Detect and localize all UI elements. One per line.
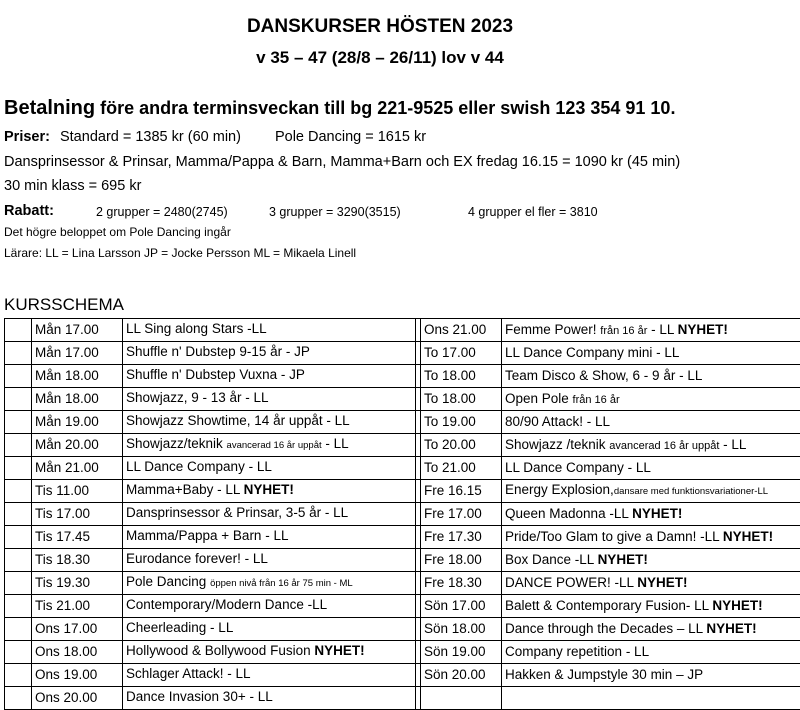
class-name: Dance through the Decades – LL xyxy=(505,621,706,636)
schedule-heading: KURSSCHEMA xyxy=(4,295,124,315)
class-name-cell xyxy=(123,480,416,503)
price-pole: Pole Dancing = 1615 kr xyxy=(275,129,426,145)
class-name: Mamma+Baby - LL xyxy=(126,482,244,497)
class-name-cell xyxy=(123,595,416,618)
schedule-row xyxy=(5,503,800,526)
class-name: Cheerleading - LL xyxy=(126,620,233,635)
class-time-cell xyxy=(32,480,123,503)
class-time: Sön 18.00 xyxy=(424,621,486,636)
class-time: Mån 17.00 xyxy=(35,322,99,337)
row-marker-cell xyxy=(5,480,32,503)
new-badge: NYHET! xyxy=(712,598,762,613)
class-time-cell xyxy=(421,572,502,595)
class-time-cell xyxy=(32,388,123,411)
page-title: DANSKURSER HÖSTEN 2023 xyxy=(0,16,760,38)
class-name-cell xyxy=(502,319,800,342)
class-name: Queen Madonna -LL xyxy=(505,506,632,521)
row-marker-cell xyxy=(5,595,32,618)
row-marker-cell xyxy=(5,618,32,641)
term-dates: v 35 – 47 (28/8 – 26/11) lov v 44 xyxy=(0,48,760,68)
class-name-cell xyxy=(502,503,800,526)
class-name: Open Pole xyxy=(505,391,573,406)
row-marker-cell xyxy=(5,549,32,572)
class-name: Pride/Too Glam to give a Damn! -LL xyxy=(505,529,723,544)
class-time: Ons 20.00 xyxy=(35,690,97,705)
class-time: Ons 19.00 xyxy=(35,667,97,682)
class-name-cell xyxy=(123,388,416,411)
class-time-cell xyxy=(32,411,123,434)
class-name: Mamma/Pappa + Barn - LL xyxy=(126,528,288,543)
class-time: To 21.00 xyxy=(424,460,476,475)
class-time-cell xyxy=(32,595,123,618)
class-time: Fre 16.15 xyxy=(424,483,482,498)
class-note: från 16 år xyxy=(573,394,620,406)
class-time: Sön 19.00 xyxy=(424,644,486,659)
class-name-cell xyxy=(502,411,800,434)
class-time: Tis 17.45 xyxy=(35,529,90,544)
class-name-cell xyxy=(502,687,800,710)
class-name-cell xyxy=(502,664,800,687)
row-marker-cell xyxy=(5,434,32,457)
class-name: Team Disco & Show, 6 - 9 år - LL xyxy=(505,368,702,383)
class-time: Fre 17.30 xyxy=(424,529,482,544)
class-teacher: - LL xyxy=(322,436,349,451)
class-time-cell xyxy=(421,641,502,664)
class-time-cell xyxy=(421,618,502,641)
class-time-cell xyxy=(421,480,502,503)
class-name-cell xyxy=(502,641,800,664)
class-name: Box Dance -LL xyxy=(505,552,598,567)
schedule-row xyxy=(5,595,800,618)
class-name: Hakken & Jumpstyle 30 min – JP xyxy=(505,667,703,682)
class-time: Mån 21.00 xyxy=(35,460,99,475)
prices-reduced: Dansprinsessor & Prinsar, Mamma/Pappa & Barn, Mamma+Barn och EX fredag 16.15 = 1090 kr (45 min) xyxy=(4,154,680,170)
class-name-cell xyxy=(502,365,800,388)
row-marker-cell xyxy=(5,572,32,595)
class-name-cell xyxy=(502,480,800,503)
class-name-cell xyxy=(123,319,416,342)
class-name-cell xyxy=(502,572,800,595)
class-time-cell xyxy=(32,572,123,595)
class-name-cell xyxy=(123,434,416,457)
class-note: dansare med funktionsvariationer-LL xyxy=(614,486,768,497)
class-time-cell xyxy=(32,687,123,710)
row-marker-cell xyxy=(5,526,32,549)
schedule-row xyxy=(5,388,800,411)
class-note: från 16 år xyxy=(600,325,647,337)
class-name-cell xyxy=(123,687,416,710)
class-time-cell xyxy=(32,319,123,342)
class-name: Dance Invasion 30+ - LL xyxy=(126,689,273,704)
class-name-cell xyxy=(502,595,800,618)
class-name: Pole Dancing xyxy=(126,574,210,589)
class-time: Mån 17.00 xyxy=(35,345,99,360)
class-time: Mån 18.00 xyxy=(35,391,99,406)
payment-info xyxy=(4,97,675,120)
class-time-cell xyxy=(32,549,123,572)
class-name-cell xyxy=(123,641,416,664)
row-marker-cell xyxy=(5,319,32,342)
row-marker-cell xyxy=(5,641,32,664)
row-marker-cell xyxy=(5,457,32,480)
class-time-cell xyxy=(421,388,502,411)
schedule-row xyxy=(5,641,800,664)
class-note: avancerad 16 år uppåt xyxy=(609,440,719,452)
new-badge: NYHET! xyxy=(632,506,682,521)
class-time-cell xyxy=(421,365,502,388)
row-marker-cell xyxy=(5,365,32,388)
new-badge: NYHET! xyxy=(598,552,648,567)
class-time: To 18.00 xyxy=(424,391,476,406)
class-time: Tis 21.00 xyxy=(35,598,90,613)
class-time-cell xyxy=(32,457,123,480)
schedule-row xyxy=(5,618,800,641)
class-name-cell xyxy=(502,388,800,411)
discount-2-groups: 2 grupper = 2480(2745) xyxy=(96,205,228,219)
class-time: Fre 18.00 xyxy=(424,552,482,567)
class-name: Showjazz /teknik xyxy=(505,437,609,452)
class-time-cell xyxy=(421,319,502,342)
class-name: Contemporary/Modern Dance -LL xyxy=(126,597,327,612)
class-time: Tis 18.30 xyxy=(35,552,90,567)
class-name-cell xyxy=(123,526,416,549)
class-time-cell xyxy=(32,434,123,457)
class-name-cell xyxy=(123,457,416,480)
class-name: Schlager Attack! - LL xyxy=(126,666,251,681)
class-time: Tis 11.00 xyxy=(35,483,89,498)
discount-4-groups: 4 grupper el fler = 3810 xyxy=(468,205,598,219)
class-name-cell xyxy=(502,434,800,457)
class-time: Ons 18.00 xyxy=(35,644,97,659)
class-name: LL Dance Company - LL xyxy=(505,460,651,475)
class-name: Shuffle n' Dubstep Vuxna - JP xyxy=(126,367,305,382)
class-name-cell xyxy=(123,664,416,687)
class-time: To 18.00 xyxy=(424,368,476,383)
schedule-row xyxy=(5,342,800,365)
schedule-row xyxy=(5,434,800,457)
class-time: Ons 21.00 xyxy=(424,322,486,337)
prices-label: Priser: xyxy=(4,129,50,145)
class-name: LL Dance Company - LL xyxy=(126,459,272,474)
class-name: Femme Power! xyxy=(505,322,600,337)
class-time-cell xyxy=(32,618,123,641)
class-time-cell xyxy=(421,595,502,618)
class-time: Tis 17.00 xyxy=(35,506,90,521)
row-marker-cell xyxy=(5,503,32,526)
class-name: Hollywood & Bollywood Fusion xyxy=(126,643,314,658)
schedule-row xyxy=(5,411,800,434)
class-time-cell xyxy=(32,342,123,365)
class-name-cell xyxy=(123,342,416,365)
class-time-cell xyxy=(421,664,502,687)
price-30min: 30 min klass = 695 kr xyxy=(4,178,141,194)
class-time-cell xyxy=(421,457,502,480)
class-time: Fre 18.30 xyxy=(424,575,482,590)
class-name: Shuffle n' Dubstep 9-15 år - JP xyxy=(126,344,310,359)
class-name: Showjazz Showtime, 14 år uppåt - LL xyxy=(126,413,350,428)
class-name: Dansprinsessor & Prinsar, 3-5 år - LL xyxy=(126,505,348,520)
class-name-cell xyxy=(123,549,416,572)
class-time: Ons 17.00 xyxy=(35,621,97,636)
class-time: Mån 18.00 xyxy=(35,368,99,383)
payment-lead: Betalning xyxy=(4,97,95,119)
class-name-cell xyxy=(502,618,800,641)
row-marker-cell xyxy=(5,664,32,687)
teachers-list: Lärare: LL = Lina Larsson JP = Jocke Persson ML = Mikaela Linell xyxy=(4,246,356,260)
class-name: 80/90 Attack! - LL xyxy=(505,414,610,429)
row-marker-cell xyxy=(5,687,32,710)
class-name: Eurodance forever! - LL xyxy=(126,551,268,566)
discount-line xyxy=(4,203,54,219)
class-note: avancerad 16 år uppåt xyxy=(227,440,322,451)
discount-note: Det högre beloppet om Pole Dancing ingår xyxy=(4,225,231,239)
class-note: öppen nivå från 16 år 75 min - ML xyxy=(210,578,353,589)
class-name-cell xyxy=(502,457,800,480)
class-time: To 20.00 xyxy=(424,437,476,452)
class-time-cell xyxy=(421,526,502,549)
class-time: Mån 19.00 xyxy=(35,414,99,429)
class-time-cell xyxy=(421,342,502,365)
class-name: Energy Explosion, xyxy=(505,482,614,497)
class-name-cell xyxy=(502,342,800,365)
schedule-row xyxy=(5,365,800,388)
class-name: Company repetition - LL xyxy=(505,644,649,659)
class-teacher: - LL xyxy=(647,322,677,337)
schedule-row xyxy=(5,319,800,342)
discount-3-groups: 3 grupper = 3290(3515) xyxy=(269,205,401,219)
class-name: Showjazz, 9 - 13 år - LL xyxy=(126,390,269,405)
discount-label: Rabatt: xyxy=(4,203,54,219)
class-time-cell xyxy=(421,549,502,572)
schedule-row xyxy=(5,664,800,687)
schedule-row xyxy=(5,572,800,595)
class-time: Mån 20.00 xyxy=(35,437,99,452)
class-time-cell xyxy=(32,664,123,687)
new-badge: NYHET! xyxy=(723,529,773,544)
prices-line xyxy=(4,129,426,145)
class-time: Fre 17.00 xyxy=(424,506,482,521)
schedule-row xyxy=(5,526,800,549)
class-name: Showjazz/teknik xyxy=(126,436,227,451)
class-time-cell xyxy=(32,526,123,549)
class-time: Sön 20.00 xyxy=(424,667,486,682)
new-badge: NYHET! xyxy=(314,643,364,658)
class-teacher: - LL xyxy=(719,437,746,452)
class-time-cell xyxy=(421,434,502,457)
row-marker-cell xyxy=(5,411,32,434)
class-name: Balett & Contemporary Fusion- LL xyxy=(505,598,712,613)
schedule-row xyxy=(5,687,800,710)
class-name: DANCE POWER! -LL xyxy=(505,575,637,590)
new-badge: NYHET! xyxy=(637,575,687,590)
schedule-row xyxy=(5,480,800,503)
class-time: To 17.00 xyxy=(424,345,476,360)
schedule-row xyxy=(5,457,800,480)
class-name: LL Sing along Stars -LL xyxy=(126,321,267,336)
price-standard: Standard = 1385 kr (60 min) xyxy=(60,129,241,145)
payment-text: före andra terminsveckan till bg 221-9525 eller swish 123 354 91 10. xyxy=(95,98,675,118)
class-name-cell xyxy=(123,365,416,388)
class-name-cell xyxy=(502,549,800,572)
class-time: Sön 17.00 xyxy=(424,598,486,613)
class-name-cell xyxy=(123,618,416,641)
class-name-cell xyxy=(123,503,416,526)
schedule-table xyxy=(4,318,800,710)
class-name-cell xyxy=(123,411,416,434)
class-time: Tis 19.30 xyxy=(35,575,90,590)
class-time-cell xyxy=(421,503,502,526)
new-badge: NYHET! xyxy=(706,621,756,636)
new-badge: NYHET! xyxy=(244,482,294,497)
class-time-cell xyxy=(32,641,123,664)
class-time-cell xyxy=(421,687,502,710)
class-time-cell xyxy=(32,503,123,526)
class-name-cell xyxy=(123,572,416,595)
class-name: LL Dance Company mini - LL xyxy=(505,345,679,360)
class-time-cell xyxy=(421,411,502,434)
row-marker-cell xyxy=(5,342,32,365)
class-time: To 19.00 xyxy=(424,414,476,429)
class-time-cell xyxy=(32,365,123,388)
new-badge: NYHET! xyxy=(678,322,728,337)
class-name-cell xyxy=(502,526,800,549)
row-marker-cell xyxy=(5,388,32,411)
schedule-row xyxy=(5,549,800,572)
